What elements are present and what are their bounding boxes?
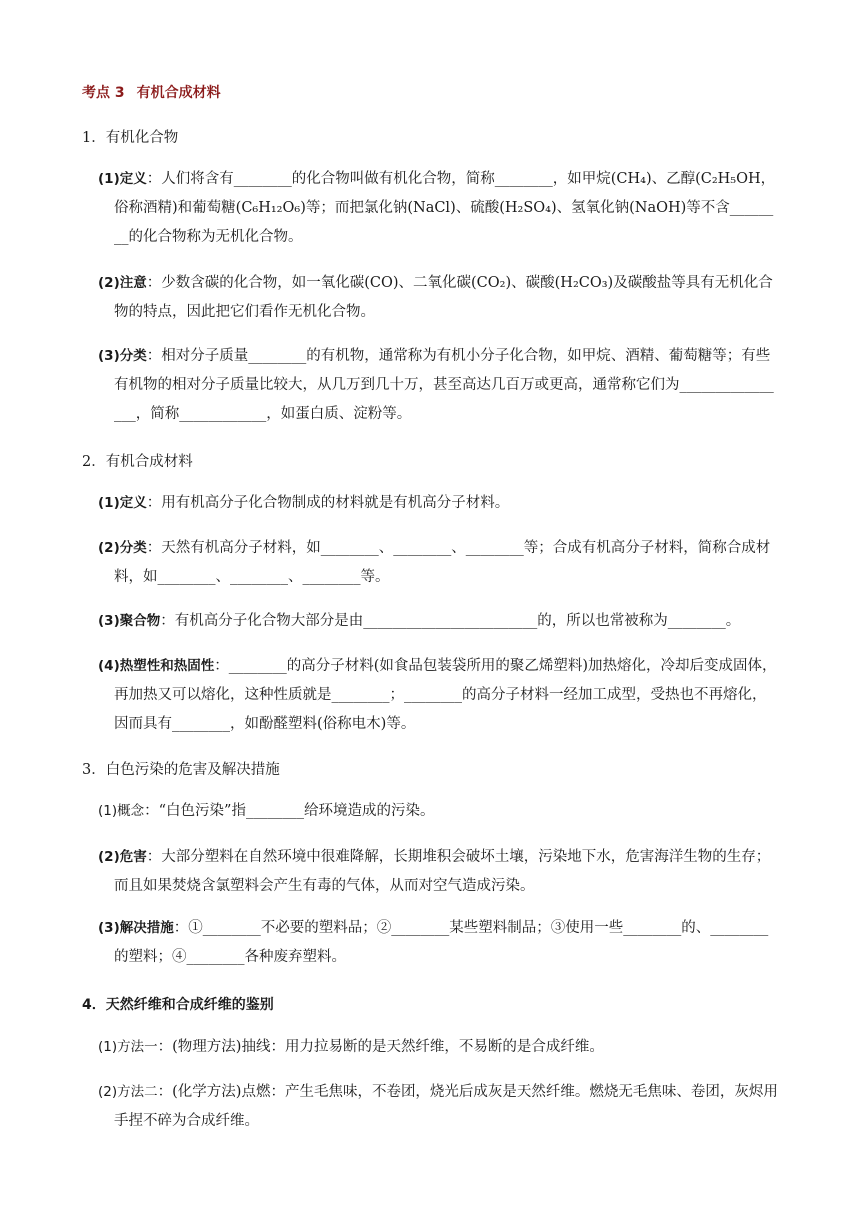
s3-item-2-label: (2)危害: [98, 849, 147, 865]
s2-item-definition: [98, 489, 778, 518]
s1-item-2-text: ：少数含碳的化合物，如一氧化碳(CO)、二氧化碳(CO₂)、碳酸(H₂CO₃)及碳酸盐等具有无机化合物的特点，因此把它们看作无机化合物。: [114, 275, 773, 320]
s3-item-concept: [98, 797, 778, 826]
s4-item-1-label: (1)方法一: [98, 1039, 158, 1055]
s4-item-1-text: ：(物理方法)抽线：用力拉易断的是天然纤维，不易断的是合成纤维。: [157, 1039, 604, 1055]
s4-item-2-label: (2)方法二: [98, 1084, 158, 1100]
s3-item-harm: [98, 843, 778, 901]
s1-item-1-text: ：人们将含有________的化合物叫做有机化合物，简称________，如甲烷(CH₄)、乙醇(C₂H₅OH，俗称酒精)和葡萄糖(C₆H₁₂O₆)等；而把氯化钠(NaCl)、硫酸(H₂SO₄)、氢氧化钠(NaOH)等不含________的化合物称为无机化合物。: [114, 171, 776, 245]
s1-item-definition: [98, 165, 778, 252]
section-2-heading: 2．有机合成材料: [82, 454, 193, 470]
s2-item-classification: [98, 534, 778, 592]
s3-item-1-text: ：“白色污染”指________给环境造成的污染。: [144, 803, 435, 819]
kaodian-title: [82, 82, 221, 102]
kaodian-topic: 有机合成材料: [136, 85, 221, 101]
s2-item-thermo: [98, 652, 778, 739]
s3-item-measures: [98, 914, 778, 972]
s2-item-3-text: ：有机高分子化合物大部分是由________________________的，所以也常被称为________。: [160, 613, 741, 629]
s1-item-note: [98, 269, 778, 327]
s3-item-3-text: ：①________不必要的塑料品；②________某些塑料制品；③使用一些________的、________的塑料；④________各种废弃塑料。: [114, 920, 769, 965]
s2-item-4-text: ：________的高分子材料(如食品包装袋所用的聚乙烯塑料)加热熔化，冷却后变成固体，再加热又可以熔化，这种性质就是________；________的高分子材料一经加工成型，受热也不再熔化，因而具有________，如酚醛塑料(俗称电木)等。: [114, 658, 777, 732]
s2-item-2-label: (2)分类: [98, 540, 147, 556]
s1-item-classification: [98, 342, 778, 429]
s4-item-2-text: ：(化学方法)点燃：产生毛焦味，不卷团，烧光后成灰是天然纤维。燃烧无毛焦味、卷团，灰烬用手捏不碎为合成纤维。: [114, 1084, 778, 1129]
s2-item-polymer: [98, 607, 778, 636]
s3-item-3-label: (3)解决措施: [98, 920, 174, 936]
s4-item-method-1: [98, 1033, 778, 1062]
s2-item-1-text: ：用有机高分子化合物制成的材料就是有机高分子材料。: [146, 495, 510, 511]
s2-item-2-text: ：天然有机高分子材料，如________、________、________等；合成有机高分子材料，简称合成材料，如________、________、________等。: [114, 540, 771, 585]
s1-item-3-text: ：相对分子质量________的有机物，通常称为有机小分子化合物，如甲烷、酒精、葡萄糖等；有些有机物的相对分子质量比较大，从几万到几十万，甚至高达几百万或更高，通常称它们为________________，简称____________，如蛋白质、淀粉等。: [114, 348, 774, 422]
section-4-heading: 4．天然纤维和合成纤维的鉴别: [82, 997, 274, 1013]
s1-item-2-label: (2)注意: [98, 275, 147, 291]
s1-item-3-label: (3)分类: [98, 348, 147, 364]
kaodian-label: 考点 3: [82, 85, 125, 101]
s3-item-1-label: (1)概念: [98, 803, 145, 819]
s1-item-1-label: (1)定义: [98, 171, 147, 187]
s2-item-1-label: (1)定义: [98, 495, 147, 511]
s2-item-3-label: (3)聚合物: [98, 613, 161, 629]
section-3-heading: 3．白色污染的危害及解决措施: [82, 762, 280, 778]
section-1-heading: 1．有机化合物: [82, 130, 179, 146]
s4-item-method-2: [98, 1078, 778, 1136]
s2-item-4-label: (4)热塑性和热固性: [98, 658, 215, 674]
s3-item-2-text: ：大部分塑料在自然环境中很难降解，长期堆积会破坏土壤，污染地下水，危害海洋生物的生存；而且如果焚烧含氯塑料会产生有毒的气体，从而对空气造成污染。: [114, 849, 771, 894]
